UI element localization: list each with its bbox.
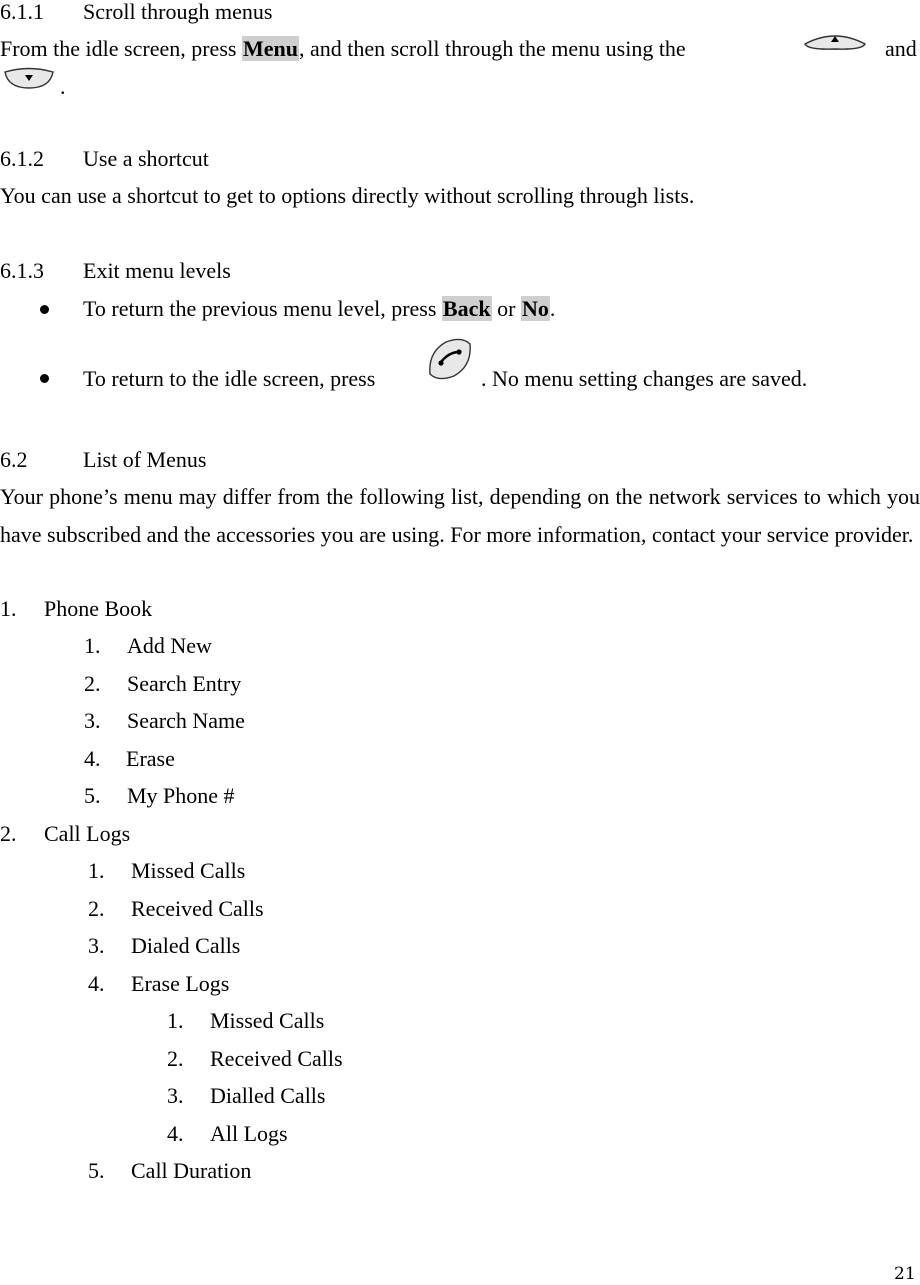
- period-text: .: [60, 74, 66, 99]
- back-key-label: Back: [442, 296, 491, 321]
- section-number: 6.1.1: [0, 0, 44, 24]
- list-item: 2. Received Calls: [88, 896, 264, 921]
- list-item: 4. Erase: [84, 746, 175, 771]
- list-item: 3. Dialled Calls: [167, 1083, 326, 1108]
- and-text: and: [885, 36, 917, 61]
- heading-6-1-3: [0, 258, 231, 283]
- bullet-icon: [40, 374, 49, 383]
- section-number: 6.1.3: [0, 258, 44, 283]
- list-item: 5. Call Duration: [88, 1158, 252, 1183]
- list-item: 2. Received Calls: [167, 1046, 343, 1071]
- heading-6-1-2: [0, 146, 209, 171]
- list-item: 1. Add New: [84, 633, 212, 658]
- section-title: List of Menus: [83, 447, 207, 472]
- menu-call-logs: 2. Call Logs: [0, 821, 131, 846]
- list-item: 3. Dialed Calls: [88, 933, 241, 958]
- scroll-down-key-icon: [2, 66, 56, 90]
- heading-6-1-1: [0, 0, 273, 24]
- page-number: 21: [894, 1264, 916, 1284]
- list-item: 3. Search Name: [84, 708, 245, 733]
- menu-phone-book: 1. Phone Book: [0, 596, 153, 621]
- list-item: 4. All Logs: [167, 1121, 288, 1146]
- list-item: 5. My Phone #: [84, 783, 235, 808]
- list-item: 1. Missed Calls: [88, 858, 246, 883]
- end-call-key-icon: [424, 334, 474, 384]
- scroll-up-key-icon: [802, 30, 868, 52]
- bullet-idle-end: . No menu setting changes are saved.: [481, 366, 808, 391]
- section-title: Exit menu levels: [83, 258, 231, 283]
- bullet-icon: [40, 305, 49, 314]
- shortcut-paragraph: You can use a shortcut to get to options directly without scrolling through lists.: [0, 183, 695, 208]
- list-item: 1. Missed Calls: [167, 1008, 325, 1033]
- no-key-label: No: [521, 296, 549, 321]
- list-item: 4. Erase Logs: [88, 971, 230, 996]
- list-item: 2. Search Entry: [84, 671, 242, 696]
- bullet-idle-text: To return to the idle screen, press: [83, 366, 376, 391]
- menu-key-label: Menu: [242, 36, 298, 61]
- section-number: 6.1.2: [0, 146, 44, 171]
- bullet-back: To return the previous menu level, press Back or No.: [83, 296, 556, 321]
- section-number: 6.2: [0, 447, 28, 472]
- heading-6-2: [0, 447, 207, 472]
- list-of-menus-paragraph: Your phone’s menu may differ from the following list, depending on the network services to which you have subscribed and the accessories you are using. For more information, contact your service provider.: [0, 484, 920, 547]
- section-title: Scroll through menus: [83, 0, 273, 24]
- scroll-paragraph: From the idle screen, press Menu, and then scroll through the menu using the: [0, 36, 686, 61]
- section-title: Use a shortcut: [83, 146, 209, 171]
